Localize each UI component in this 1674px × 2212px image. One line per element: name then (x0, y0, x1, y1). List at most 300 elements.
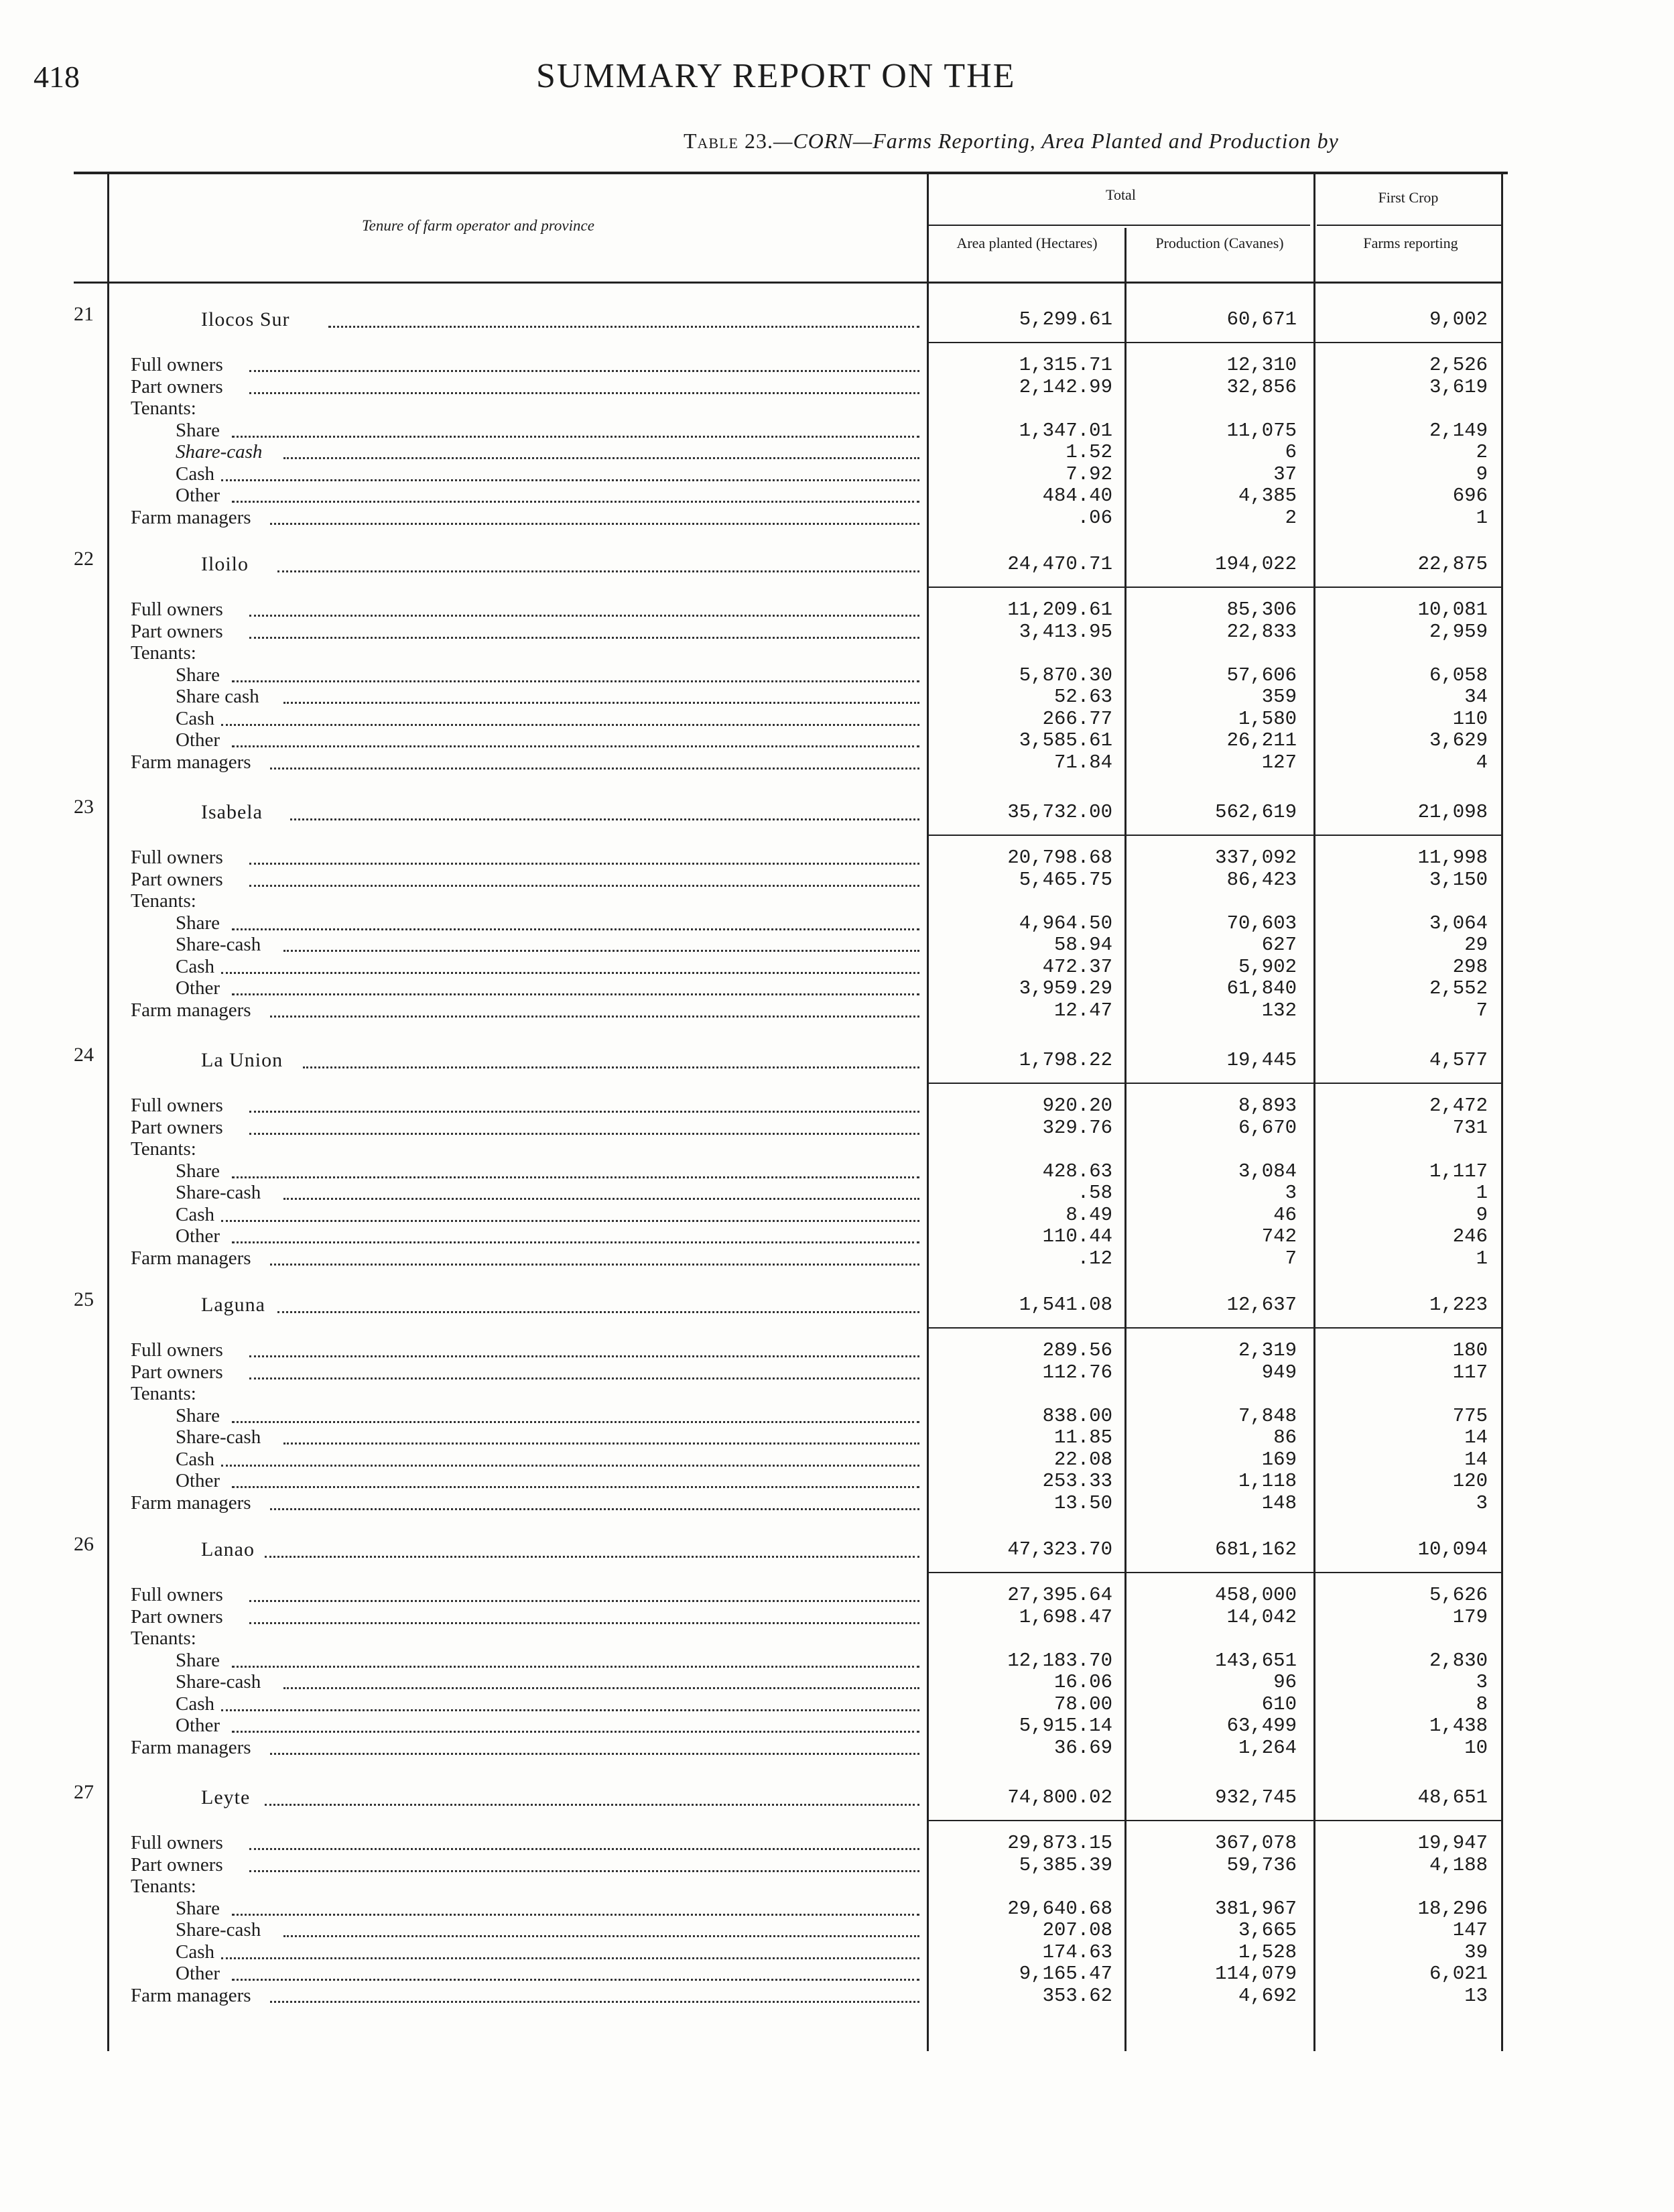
total-group-rule (928, 225, 1310, 226)
area-planted-value: 8.49 (1066, 1203, 1112, 1226)
production-value: 11,075 (1226, 419, 1297, 442)
dot-leader (270, 1016, 920, 1018)
farms-reporting-value: 3,619 (1429, 375, 1488, 398)
tenure-row-label: Part owners (131, 1361, 223, 1383)
area-planted-value: 4,964.50 (1019, 912, 1112, 934)
area-planted-value: 29,873.15 (1007, 1832, 1112, 1854)
tenure-row-label: Share-cash (176, 1671, 261, 1693)
production-value: 114,079 (1215, 1963, 1297, 1985)
production-value: 3 (1285, 1182, 1297, 1204)
area-planted-value: 174.63 (1042, 1941, 1112, 1963)
production-value: 37 (1273, 463, 1297, 485)
area-planted-value: 5,385.39 (1019, 1853, 1112, 1876)
province-number: 24 (74, 1044, 94, 1066)
dot-leader (270, 2001, 920, 2003)
farms-reporting-value: 3 (1476, 1671, 1488, 1693)
province-name: Isabela (201, 801, 263, 823)
area-planted-value: 207.08 (1042, 1919, 1112, 1941)
province-number: 21 (74, 303, 94, 325)
production-value: 4,692 (1238, 1984, 1297, 2007)
tenure-row-label: Share-cash (176, 1919, 261, 1941)
tenure-row-label: Other (176, 729, 220, 751)
tenure-row-label: Cash (176, 463, 214, 485)
tenure-row-label: Farm managers (131, 1736, 251, 1758)
dot-leader (249, 1848, 920, 1850)
production-value: 32,856 (1226, 375, 1297, 398)
production-value: 169 (1261, 1448, 1297, 1471)
tenure-row-label: Other (176, 1963, 220, 1984)
farms-reporting-value: 1,117 (1429, 1160, 1488, 1182)
production-value: 8,893 (1238, 1095, 1297, 1117)
production-value: 1,264 (1238, 1736, 1297, 1759)
production-value: 4,385 (1238, 485, 1297, 507)
farms-reporting-value: 14 (1464, 1426, 1488, 1449)
production-value: 12,310 (1226, 354, 1297, 376)
area-planted-value: 11.85 (1053, 1426, 1112, 1449)
area-planted-value: 5,299.61 (1019, 308, 1112, 330)
tenure-row-label: Part owners (131, 1853, 223, 1876)
farms-reporting-value: 3,150 (1429, 868, 1488, 891)
farms-reporting-value: 3,629 (1429, 729, 1488, 751)
farms-reporting-value: 2,959 (1429, 620, 1488, 643)
farms-reporting-value: 7 (1476, 999, 1488, 1022)
area-planted-value: 27,395.64 (1007, 1584, 1112, 1606)
farms-reporting-value: 18,296 (1417, 1897, 1488, 1920)
province-name: Lanao (201, 1538, 255, 1560)
farms-reporting-value: 775 (1452, 1404, 1488, 1427)
province-total-rule (928, 587, 1501, 588)
farms-reporting-value: 1,223 (1429, 1294, 1488, 1316)
area-planted-value: 29,640.68 (1007, 1897, 1112, 1920)
area-planted-header: Area planted (Hectares) (956, 235, 1098, 251)
production-value: 7 (1285, 1247, 1297, 1270)
dot-leader (232, 1979, 920, 1981)
province-name: Laguna (201, 1294, 265, 1316)
tenure-row-label: Share-cash (176, 934, 261, 955)
dot-leader (270, 523, 920, 525)
area-planted-value: 3,959.29 (1019, 977, 1112, 999)
vrule-area-left (927, 174, 929, 2051)
production-value: 59,736 (1226, 1853, 1297, 1876)
area-planted-value: .12 (1077, 1247, 1112, 1270)
dot-leader (232, 1421, 920, 1423)
province-total-rule (928, 1820, 1501, 1821)
production-value: 26,211 (1226, 729, 1297, 751)
area-planted-value: 12,183.70 (1007, 1649, 1112, 1672)
production-header: Production (Cavanes) (1155, 235, 1284, 251)
production-value: 5,902 (1238, 955, 1297, 978)
area-planted-value: 22.08 (1053, 1448, 1112, 1471)
dot-leader (249, 1355, 920, 1357)
tenure-row-label: Full owners (131, 1339, 223, 1361)
farms-reporting-value: 11,998 (1417, 847, 1488, 869)
dot-leader (249, 885, 920, 887)
farms-reporting-value: 246 (1452, 1225, 1488, 1247)
farms-reporting-value: 6,058 (1429, 664, 1488, 686)
tenure-row-label: Share (176, 419, 220, 441)
tenure-row-label: Share (176, 1649, 220, 1671)
area-planted-value: 5,465.75 (1019, 868, 1112, 891)
dot-leader (283, 950, 919, 952)
tenure-row-label: Share (176, 1404, 220, 1426)
page-header-title: SUMMARY REPORT ON THE (536, 57, 1016, 95)
tenants-label: Tenants: (131, 1627, 196, 1649)
tenure-row-label: Other (176, 1470, 220, 1491)
production-value: 85,306 (1226, 599, 1297, 621)
production-value: 86,423 (1226, 868, 1297, 891)
dot-leader (249, 1377, 920, 1379)
province-total-rule (928, 1327, 1501, 1329)
farms-reporting-value: 10,094 (1417, 1538, 1488, 1560)
area-planted-value: 3,585.61 (1019, 729, 1112, 751)
farms-reporting-value: 48,651 (1417, 1786, 1488, 1808)
dot-leader (232, 1666, 920, 1668)
first-crop-group-rule (1317, 225, 1501, 226)
area-planted-value: 11,209.61 (1007, 599, 1112, 621)
production-value: 143,651 (1215, 1649, 1297, 1672)
dot-leader (221, 724, 919, 726)
dot-leader (221, 972, 919, 974)
production-value: 57,606 (1226, 664, 1297, 686)
production-value: 70,603 (1226, 912, 1297, 934)
production-value: 14,042 (1226, 1605, 1297, 1628)
province-number: 23 (74, 796, 94, 818)
province-total-rule (928, 342, 1501, 343)
tenants-label: Tenants: (131, 1876, 196, 1897)
stub-column-header: Tenure of farm operator and province (362, 217, 594, 234)
farms-reporting-value: 3,064 (1429, 912, 1488, 934)
dot-leader (265, 1556, 919, 1558)
production-value: 6 (1285, 441, 1297, 463)
production-value: 63,499 (1226, 1715, 1297, 1737)
area-planted-value: 9,165.47 (1019, 1963, 1112, 1985)
area-planted-value: 110.44 (1042, 1225, 1112, 1247)
tenure-row-label: Share-cash (176, 1182, 261, 1203)
dot-leader (270, 1508, 920, 1510)
area-planted-value: 266.77 (1042, 707, 1112, 730)
area-planted-value: 329.76 (1042, 1116, 1112, 1139)
tenure-row-label: Share cash (176, 686, 259, 707)
production-value: 3,665 (1238, 1919, 1297, 1941)
dot-leader (221, 1957, 919, 1959)
table-caption-number: Table 23. (684, 129, 773, 153)
farms-reporting-value: 731 (1452, 1116, 1488, 1139)
dot-leader (232, 1731, 920, 1733)
dot-leader (249, 1870, 920, 1872)
tenure-row-label: Cash (176, 1203, 214, 1225)
dot-leader (283, 1442, 919, 1445)
total-group-header: Total (1106, 186, 1136, 203)
area-planted-value: 1.52 (1066, 441, 1112, 463)
tenure-row-label: Part owners (131, 620, 223, 642)
dot-leader (283, 1198, 919, 1200)
farms-reporting-value: 180 (1452, 1339, 1488, 1361)
production-value: 1,580 (1238, 707, 1297, 730)
tenure-row-label: Share (176, 1897, 220, 1919)
farms-reporting-value: 4 (1476, 751, 1488, 774)
production-value: 96 (1273, 1671, 1297, 1693)
farms-reporting-value: 13 (1464, 1984, 1488, 2007)
area-planted-value: 13.50 (1053, 1491, 1112, 1514)
farms-reporting-value: 21,098 (1417, 801, 1488, 823)
dot-leader (249, 863, 920, 865)
production-value: 46 (1273, 1203, 1297, 1226)
tenure-row-label: Share-cash (176, 1426, 261, 1448)
dot-leader (221, 1465, 919, 1467)
area-planted-value: 16.06 (1053, 1671, 1112, 1693)
area-planted-value: 71.84 (1053, 751, 1112, 774)
area-planted-value: 47,323.70 (1007, 1538, 1112, 1560)
farms-reporting-value: 2,830 (1429, 1649, 1488, 1672)
farms-reporting-value: 2 (1476, 441, 1488, 463)
province-number: 25 (74, 1288, 94, 1310)
tenure-row-label: Other (176, 977, 220, 999)
table-caption (684, 129, 1339, 153)
area-planted-value: 484.40 (1042, 485, 1112, 507)
production-value: 19,445 (1226, 1049, 1297, 1071)
vrule-farms-right (1501, 174, 1503, 2051)
dot-leader (232, 1486, 920, 1488)
production-value: 132 (1261, 999, 1297, 1022)
dot-leader (221, 1220, 919, 1222)
farms-reporting-value: 1 (1476, 506, 1488, 529)
header-bottom-rule-stub (74, 282, 928, 284)
tenure-row-label: Share (176, 912, 220, 934)
farms-reporting-value: 4,577 (1429, 1049, 1488, 1071)
area-planted-value: 52.63 (1053, 686, 1112, 708)
farms-reporting-value: 3 (1476, 1491, 1488, 1514)
production-value: 458,000 (1215, 1584, 1297, 1606)
table-top-rule (74, 172, 1508, 174)
area-planted-value: 78.00 (1053, 1693, 1112, 1715)
area-planted-value: 20,798.68 (1007, 847, 1112, 869)
dot-leader (249, 1111, 920, 1113)
province-number: 22 (74, 548, 94, 570)
area-planted-value: 3,413.95 (1019, 620, 1112, 643)
tenants-label: Tenants: (131, 397, 196, 419)
province-total-rule (928, 1083, 1501, 1084)
production-value: 2 (1285, 506, 1297, 529)
tenure-row-label: Cash (176, 1693, 214, 1715)
tenure-row-label: Part owners (131, 1116, 223, 1138)
tenure-row-label: Farm managers (131, 1247, 251, 1269)
area-planted-value: 1,315.71 (1019, 354, 1112, 376)
area-planted-value: 838.00 (1042, 1404, 1112, 1427)
tenure-row-label: Farm managers (131, 1984, 251, 2006)
tenure-row-label: Cash (176, 955, 214, 977)
production-value: 194,022 (1215, 553, 1297, 575)
production-value: 2,319 (1238, 1339, 1297, 1361)
production-value: 7,848 (1238, 1404, 1297, 1427)
vrule-farms-left (1313, 174, 1315, 2051)
area-planted-value: 74,800.02 (1007, 1786, 1112, 1808)
area-planted-value: 1,347.01 (1019, 419, 1112, 442)
farms-reporting-value: 5,626 (1429, 1584, 1488, 1606)
production-value: 742 (1261, 1225, 1297, 1247)
dot-leader (249, 392, 920, 394)
production-value: 337,092 (1215, 847, 1297, 869)
farms-reporting-header: Farms reporting (1363, 235, 1458, 251)
tenure-row-label: Cash (176, 1941, 214, 1963)
production-value: 562,619 (1215, 801, 1297, 823)
vrule-production-left (1124, 228, 1126, 2051)
tenure-row-label: Cash (176, 707, 214, 729)
production-value: 681,162 (1215, 1538, 1297, 1560)
production-value: 61,840 (1226, 977, 1297, 999)
farms-reporting-value: 10 (1464, 1736, 1488, 1759)
area-planted-value: 472.37 (1042, 955, 1112, 978)
dot-leader (283, 702, 919, 704)
farms-reporting-value: 179 (1452, 1605, 1488, 1628)
dot-leader (290, 818, 919, 820)
production-value: 3,084 (1238, 1160, 1297, 1182)
tenants-label: Tenants: (131, 1383, 196, 1404)
production-value: 627 (1261, 934, 1297, 956)
area-planted-value: 35,732.00 (1007, 801, 1112, 823)
area-planted-value: 12.47 (1053, 999, 1112, 1022)
farms-reporting-value: 298 (1452, 955, 1488, 978)
province-total-rule (928, 1572, 1501, 1573)
area-planted-value: 112.76 (1042, 1361, 1112, 1384)
area-planted-value: 5,915.14 (1019, 1715, 1112, 1737)
area-planted-value: 289.56 (1042, 1339, 1112, 1361)
page-number: 418 (34, 60, 80, 94)
farms-reporting-value: 2,526 (1429, 354, 1488, 376)
farms-reporting-value: 696 (1452, 485, 1488, 507)
farms-reporting-value: 110 (1452, 707, 1488, 730)
area-planted-value: .58 (1077, 1182, 1112, 1204)
area-planted-value: 920.20 (1042, 1095, 1112, 1117)
dot-leader (270, 1753, 920, 1755)
area-planted-value: 58.94 (1053, 934, 1112, 956)
area-planted-value: 24,470.71 (1007, 553, 1112, 575)
farms-reporting-value: 4,188 (1429, 1853, 1488, 1876)
production-value: 12,637 (1226, 1294, 1297, 1316)
farms-reporting-value: 2,552 (1429, 977, 1488, 999)
province-total-rule (928, 835, 1501, 836)
area-planted-value: 1,798.22 (1019, 1049, 1112, 1071)
tenants-label: Tenants: (131, 1138, 196, 1160)
province-name: Leyte (201, 1786, 251, 1808)
farms-reporting-value: 6,021 (1429, 1963, 1488, 1985)
farms-reporting-value: 10,081 (1417, 599, 1488, 621)
production-value: 1,118 (1238, 1470, 1297, 1492)
tenure-row-label: Part owners (131, 1605, 223, 1627)
dot-leader (328, 326, 919, 328)
farms-reporting-value: 1,438 (1429, 1715, 1488, 1737)
dot-leader (283, 1935, 919, 1937)
production-value: 932,745 (1215, 1786, 1297, 1808)
farms-reporting-value: 14 (1464, 1448, 1488, 1471)
province-name: La Union (201, 1049, 283, 1071)
dot-leader (232, 745, 920, 747)
dot-leader (232, 1176, 920, 1178)
production-value: 22,833 (1226, 620, 1297, 643)
area-planted-value: .06 (1077, 506, 1112, 529)
area-planted-value: 1,698.47 (1019, 1605, 1112, 1628)
tenure-row-label: Full owners (131, 354, 223, 375)
header-bottom-rule-cols (928, 282, 1501, 284)
production-value: 381,967 (1215, 1897, 1297, 1920)
province-number: 27 (74, 1781, 94, 1803)
dot-leader (232, 928, 920, 930)
tenure-row-label: Other (176, 1715, 220, 1736)
farms-reporting-value: 120 (1452, 1470, 1488, 1492)
tenure-row-label: Full owners (131, 847, 223, 868)
tenure-row-label: Cash (176, 1448, 214, 1470)
farms-reporting-value: 34 (1464, 686, 1488, 708)
tenure-row-label: Full owners (131, 1584, 223, 1605)
production-value: 148 (1261, 1491, 1297, 1514)
dot-leader (232, 993, 920, 995)
dot-leader (249, 370, 920, 372)
tenure-row-label: Farm managers (131, 506, 251, 528)
dot-leader (270, 767, 920, 770)
tenure-row-label: Farm managers (131, 999, 251, 1021)
dot-leader (249, 1133, 920, 1135)
farms-reporting-value: 117 (1452, 1361, 1488, 1384)
production-value: 60,671 (1226, 308, 1297, 330)
province-name: Ilocos Sur (201, 308, 290, 330)
production-value: 359 (1261, 686, 1297, 708)
dot-leader (232, 501, 920, 503)
first-crop-group-header: First Crop (1378, 189, 1439, 206)
province-number: 26 (74, 1533, 94, 1555)
tenants-label: Tenants: (131, 642, 196, 664)
tenure-row-label: Farm managers (131, 1491, 251, 1514)
tenure-row-label: Farm managers (131, 751, 251, 773)
farms-reporting-value: 22,875 (1417, 553, 1488, 575)
dot-leader (270, 1264, 920, 1266)
production-value: 127 (1261, 751, 1297, 774)
production-value: 6,670 (1238, 1116, 1297, 1139)
production-value: 86 (1273, 1426, 1297, 1449)
farms-reporting-value: 9 (1476, 463, 1488, 485)
tenure-row-label: Full owners (131, 1095, 223, 1116)
farms-reporting-value: 2,149 (1429, 419, 1488, 442)
area-planted-value: 36.69 (1053, 1736, 1112, 1759)
dot-leader (277, 570, 919, 572)
area-planted-value: 1,541.08 (1019, 1294, 1112, 1316)
tenure-row-label: Share (176, 664, 220, 686)
farms-reporting-value: 1 (1476, 1182, 1488, 1204)
tenure-row-label: Full owners (131, 1832, 223, 1853)
tenure-row-label: Share (176, 1160, 220, 1182)
area-planted-value: 2,142.99 (1019, 375, 1112, 398)
production-value: 1,528 (1238, 1941, 1297, 1963)
farms-reporting-value: 19,947 (1417, 1832, 1488, 1854)
farms-reporting-value: 147 (1452, 1919, 1488, 1941)
dot-leader (249, 637, 920, 639)
dot-leader (265, 1804, 919, 1806)
farms-reporting-value: 39 (1464, 1941, 1488, 1963)
tenants-label: Tenants: (131, 890, 196, 912)
production-value: 949 (1261, 1361, 1297, 1384)
tenure-row-label: Part owners (131, 868, 223, 890)
dot-leader (249, 1600, 920, 1602)
farms-reporting-value: 8 (1476, 1693, 1488, 1715)
dot-leader (232, 1914, 920, 1916)
production-value: 610 (1261, 1693, 1297, 1715)
tenure-row-label: Other (176, 1225, 220, 1247)
tenure-row-label: Share-cash (176, 441, 263, 463)
tenure-row-label: Part owners (131, 375, 223, 397)
table-caption-text: —CORN—Farms Reporting, Area Planted and Production by (773, 129, 1339, 153)
dot-leader (283, 457, 919, 459)
dot-leader (232, 680, 920, 682)
dot-leader (249, 615, 920, 617)
vrule-stub-left (107, 174, 109, 2051)
